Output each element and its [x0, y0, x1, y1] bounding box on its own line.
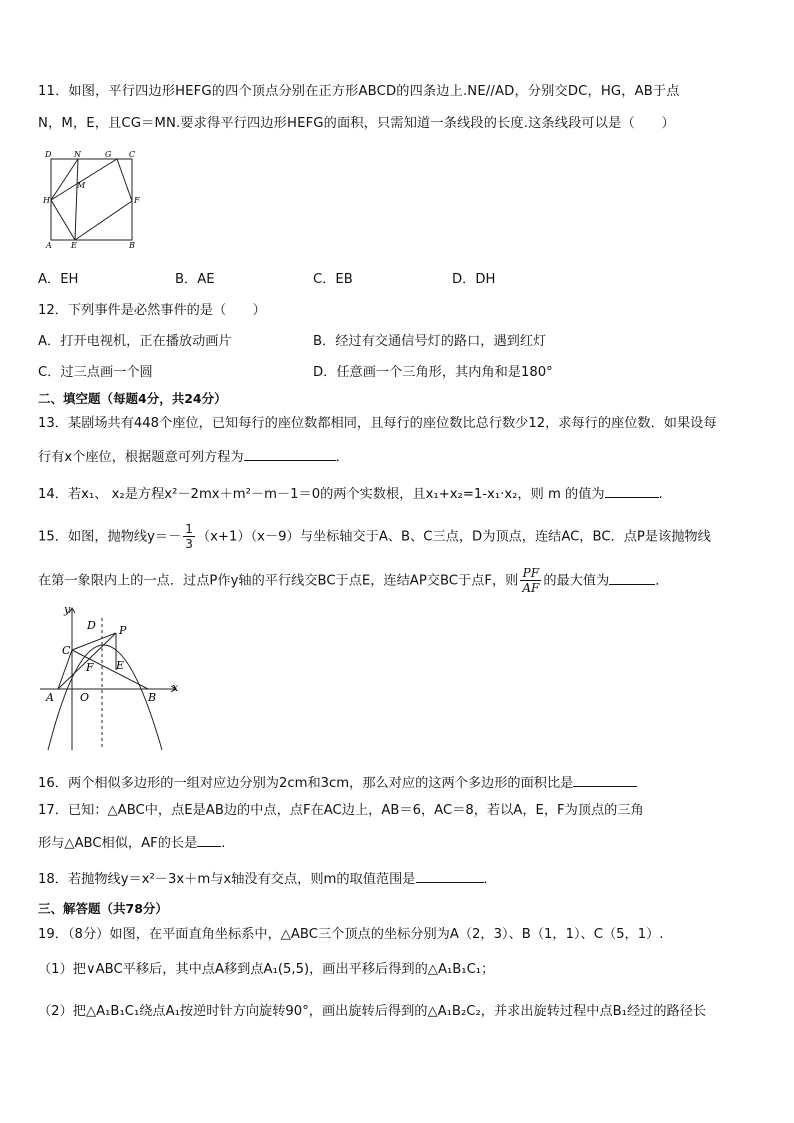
q16-answer-blank[interactable]	[573, 772, 637, 787]
q12-option-c: C．过三点画一个圆	[38, 365, 153, 380]
label-G: G	[105, 150, 112, 159]
q12-stem: 12．下列事件是必然事件的是（ ）	[38, 303, 266, 318]
q16-line: 16．两个相似多边形的一组对应边分别为2cm和3cm，那么对应的这两个多边形的面积比是	[38, 772, 637, 794]
q13-line1: 13．某剧场共有448个座位，已知每行的座位数都相同，且每行的座位数比总行数少12，求每行的座位数．如果设每	[38, 416, 717, 431]
label-F: F	[134, 196, 140, 205]
q15-answer-blank[interactable]	[609, 570, 655, 585]
q18-answer-blank[interactable]	[416, 868, 484, 883]
label-E: E	[116, 659, 125, 672]
q15-figure	[36, 600, 186, 752]
q11-option-c: C．EB	[313, 272, 353, 287]
q11-figure	[38, 144, 148, 250]
label-B: B	[129, 241, 135, 250]
q13-line2: 行有x个座位，根据题意可列方程为 ．	[38, 446, 349, 468]
label-H: H	[43, 196, 50, 205]
q19-part1: （1）把∨ABC平移后，其中点A移到点A₁(5,5)，画出平移后得到的△A₁B₁C₁；	[38, 962, 495, 977]
q17-answer-blank[interactable]	[197, 832, 221, 847]
q12-option-d: D．任意画一个三角形，其内角和是180°	[313, 365, 553, 380]
label-M: M	[77, 181, 86, 190]
q15-ratio-fraction: $\frac{PF}{AF}$	[522, 566, 540, 595]
q14-answer-blank[interactable]	[605, 483, 659, 498]
q19-stem: 19．（8分）如图，在平面直角坐标系中，△ABC三个顶点的坐标分别为A（2，3）、B（1，1）、C（5，1）.	[38, 927, 664, 942]
label-A: A	[46, 241, 52, 250]
q11-option-a: A．EH	[38, 272, 79, 287]
label-C: C	[129, 150, 136, 159]
q15-fraction: $\frac{1}{3}$	[185, 522, 193, 551]
q18-line: 18．若抛物线y＝x²－3x＋m与x轴没有交点，则m的取值范围是 ．	[38, 868, 497, 890]
q15-line1: 15．如图，抛物线y＝－ $\frac{1}{3}$ （x+1）（x－9）与坐标轴交于A、B、C三点，D为顶点，连结AC，BC．点P是该抛物线	[38, 522, 711, 551]
label-N: N	[74, 150, 81, 159]
q14-line: 14．若x₁、 x₂是方程x²－2mx＋m²－m－1＝0的两个实数根，且x₁+x₂=1-x₁·x₂，则 m 的值为 .	[38, 483, 663, 505]
q19-part2: （2）把△A₁B₁C₁绕点A₁按逆时针方向旋转90°，画出旋转后得到的△A₁B₂C₂，并求出旋转过程中点B₁经过的路径长	[38, 1004, 707, 1019]
label-x: x	[172, 681, 179, 694]
section-3-heading: 三、解答题（共78分）	[38, 901, 168, 916]
label-A: A	[46, 691, 54, 704]
q11-option-d: D．DH	[452, 272, 496, 287]
label-D: D	[45, 150, 52, 159]
label-O: O	[80, 691, 90, 704]
q17-line1: 17．已知：△ABC中，点E是AB边的中点，点F在AC边上，AB＝6，AC＝8，若以A，E，F为顶点的三角	[38, 803, 644, 818]
q11-option-b: B．AE	[175, 272, 215, 287]
section-2-heading: 二、填空题（每题4分，共24分）	[38, 391, 227, 406]
label-B: B	[148, 691, 157, 704]
q11-line2: N，M，E，且CG＝MN.要求得平行四边形HEFG的面积，只需知道一条线段的长度.这条线段可以是（ ）	[38, 116, 675, 131]
label-D: D	[87, 619, 96, 632]
q17-line2: 形与△ABC相似，AF的长是 .	[38, 832, 226, 854]
q12-option-a: A．打开电视机，正在播放动画片	[38, 334, 232, 349]
q11-line1: 11．如图，平行四边形HEFG的四个顶点分别在正方形ABCD的四条边上.NE//AD，分别交DC，HG，AB于点	[38, 84, 680, 99]
q13-answer-blank[interactable]	[244, 446, 336, 461]
label-E: E	[71, 241, 77, 250]
label-C: C	[62, 644, 71, 657]
label-P: P	[119, 624, 127, 637]
q15-line2: 在第一象限内上的一点．过点P作y轴的平行线交BC于点E，连结AP交BC于点F，则 $\frac{PF}{AF}$ 的最大值为 ．	[38, 566, 669, 595]
label-y: y	[64, 603, 71, 616]
label-F: F	[86, 661, 94, 674]
q12-option-b: B．经过有交通信号灯的路口，遇到红灯	[313, 334, 547, 349]
